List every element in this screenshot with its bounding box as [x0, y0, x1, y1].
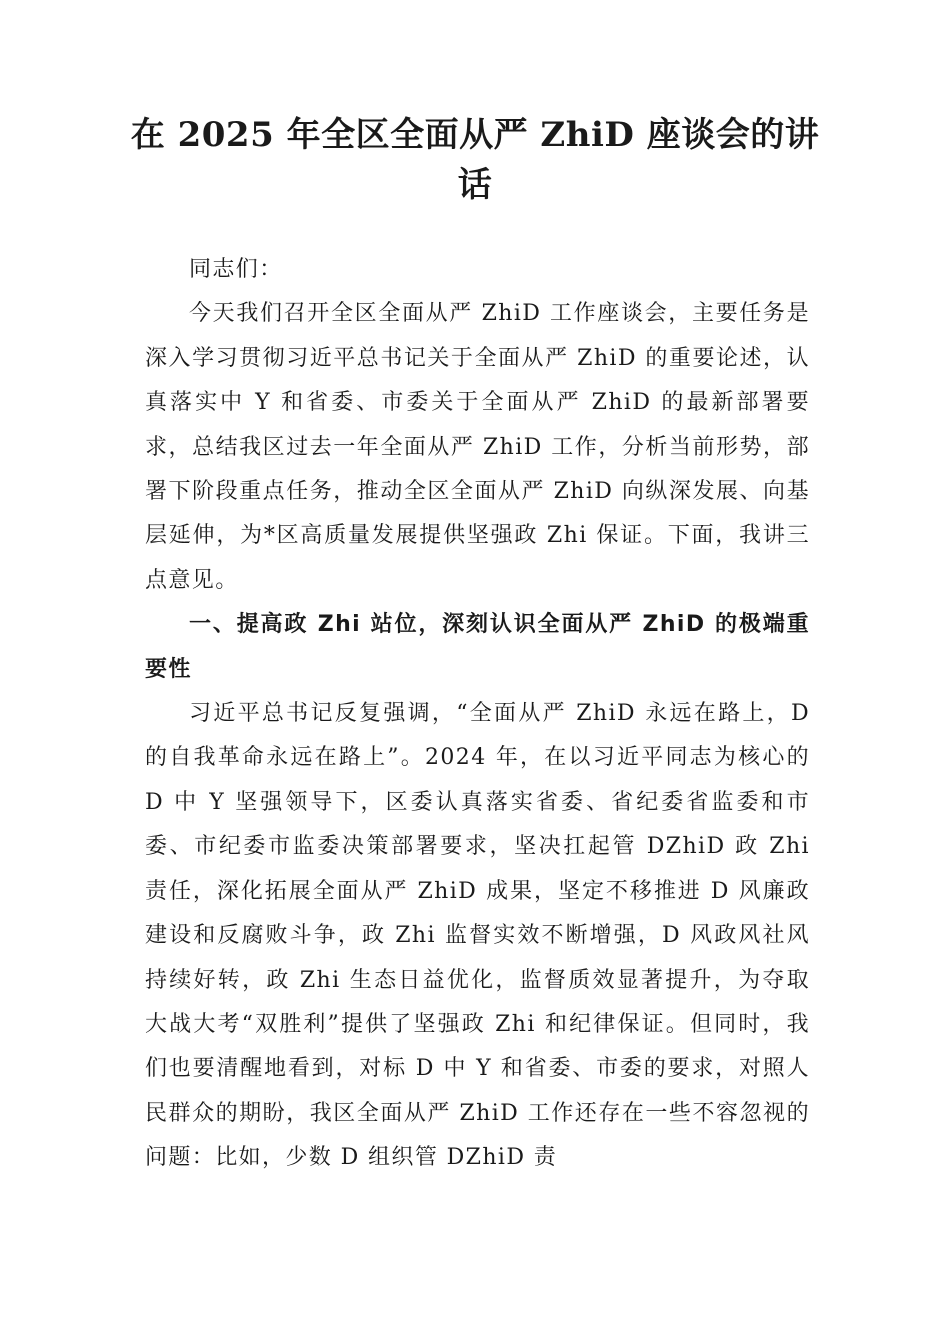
section-heading: 一、提高政 Zhi 站位，深刻认识全面从严 ZhiD 的极端重要性: [145, 612, 810, 682]
section-paragraph: 习近平总书记反复强调，“全面从严 ZhiD 永远在路上，D 的自我革命永远在路上”。2024 年，在以习近平同志为核心的 D 中 Y 坚强领导下，区委认真落实省委、省纪委省监委和市委、市纪委市监委决策部署要求，坚决扛起管 DZhiD 政 Zhi 责任，深化拓展全面从严 ZhiD 成果，坚定不移推进 D 风廉政建设和反腐败斗争，政 Zhi 监督实效不断增强，D 风政风社风持续好转，政 Zhi 生态日益优化，监督质效显著提升，为夺取大战大考“双胜利”提供了坚强政 Zhi 和纪律保证。但同时，我们也要清醒地看到，对标 D 中 Y 和省委、市委的要求，对照人民群众的期盼，我区全面从严 ZhiD 工作还存在一些不容忽视的问题：比如，少数 D 组织管 DZhiD 责: [145, 701, 810, 1171]
salutation: 同志们：: [189, 257, 283, 282]
page-title: 在 2025 年全区全面从严 ZhiD 座谈会的讲话: [130, 115, 820, 205]
intro-paragraph: 今天我们召开全区全面从严 ZhiD 工作座谈会，主要任务是深入学习贯彻习近平总书记关于全面从严 ZhiD 的重要论述，认真落实中 Y 和省委、市委关于全面从严 ZhiD 的最新部署要求，总结我区过去一年全面从严 ZhiD 工作，分析当前形势，部署下阶段重点任务，推动全区全面从严 ZhiD 向纵深发展、向基层延伸，为*区高质量发展提供坚强政 Zhi 保证。下面，我讲三点意见。: [145, 301, 810, 593]
document-body: [145, 248, 810, 1181]
